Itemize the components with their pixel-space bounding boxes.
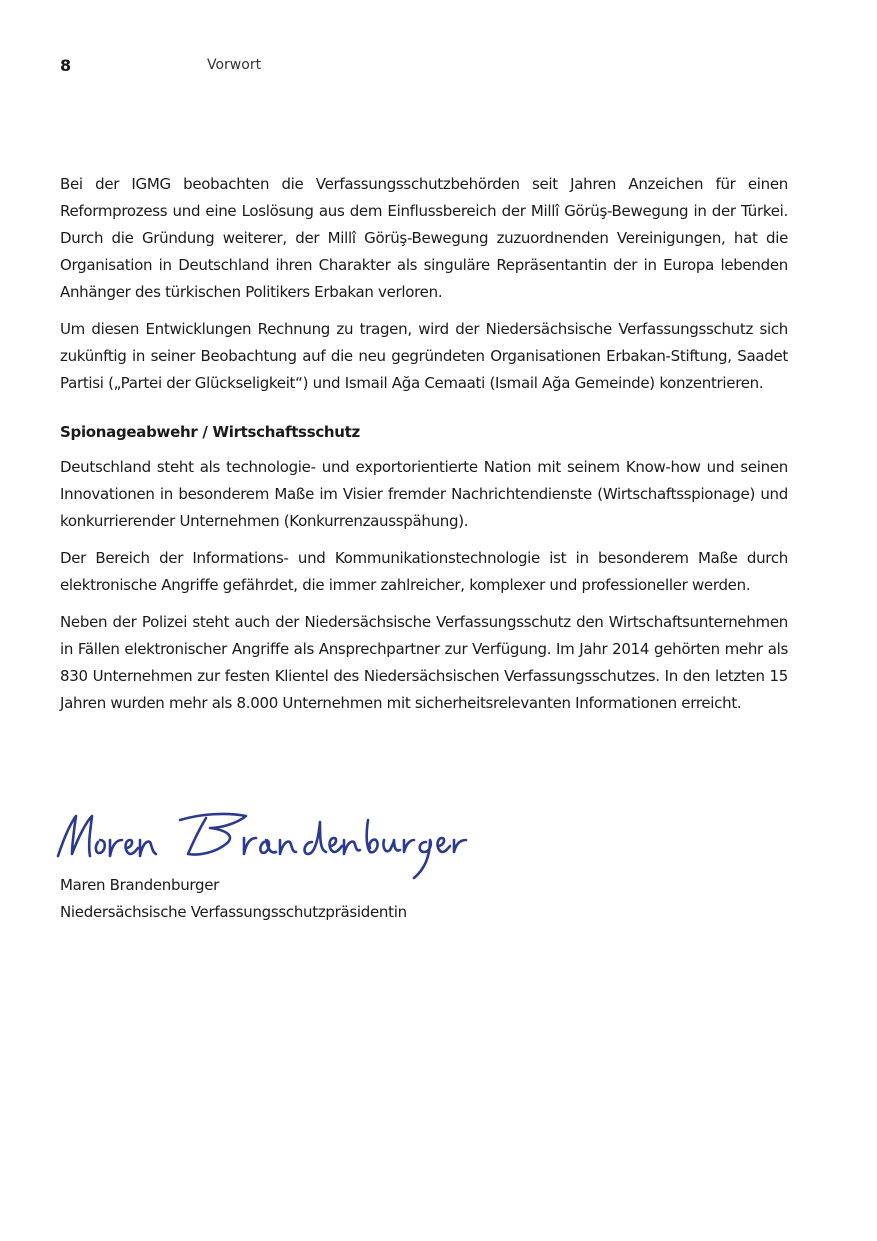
section-heading: Spionageabwehr / Wirtschaftsschutz <box>60 423 360 441</box>
paragraph-igmg: Bei der IGMG beobachten die Verfassungsschutzbehörden seit Jahren Anzeichen für einen Reformprozess und eine Loslösung aus dem Einflussbereich der Millî Görüş-Bewegung in der Türkei. Durch die Gründung weiterer, der Millî Görüş-Bewegung zuzuordnenden Vereinigungen, hat die Organisation in Deutschland ihren Charakter als singuläre Repräsentantin der in Europa lebenden Anhänger des türkischen Politikers Erbakan verloren. <box>60 175 788 301</box>
running-header: Vorwort <box>207 57 262 73</box>
signer-name: Maren Brandenburger <box>60 876 220 894</box>
paragraph-ict-attacks: Der Bereich der Informations- und Kommunikationstechnologie ist in besonderem Maße durch elektronische Angriffe gefährdet, die immer zahlreicher, komplexer und professioneller werden. <box>60 549 788 594</box>
paragraph-espionage: Deutschland steht als technologie- und exportorientierte Nation mit seinem Know-how und seinen Innovationen in besonderem Maße im Visier fremder Nachrichtendienste (Wirtschaftsspionage) und konkurrierender Unternehmen (Konkurrenzausspähung). <box>60 458 788 530</box>
body-text <box>60 171 788 727</box>
paragraph-observation-focus: Um diesen Entwicklungen Rechnung zu tragen, wird der Niedersächsische Verfassungsschutz sich zukünftig in seiner Beobachtung auf die neu gegründeten Organisationen Erbakan-Stiftung, Saadet Partisi („Partei der Glückseligkeit“) und Ismail Ağa Cemaati (Ismail Ağa Gemeinde) konzentrieren. <box>60 320 788 392</box>
paragraph-partners: Neben der Polizei steht auch der Niedersächsische Verfassungsschutz den Wirtschaftsunternehmen in Fällen elektronischer Angriffe als Ansprechpartner zur Verfügung. Im Jahr 2014 gehörten mehr als 830 Unternehmen zur festen Klientel des Niedersächsischen Verfassungsschutzes. In den letzten 15 Jahren wurden mehr als 8.000 Unternehmen mit sicherheitsrelevanten Informationen erreicht. <box>60 613 788 712</box>
page-number: 8 <box>60 56 72 75</box>
signer-block <box>60 872 407 926</box>
signer-title: Niedersächsische Verfassungsschutzpräsidentin <box>60 903 407 921</box>
